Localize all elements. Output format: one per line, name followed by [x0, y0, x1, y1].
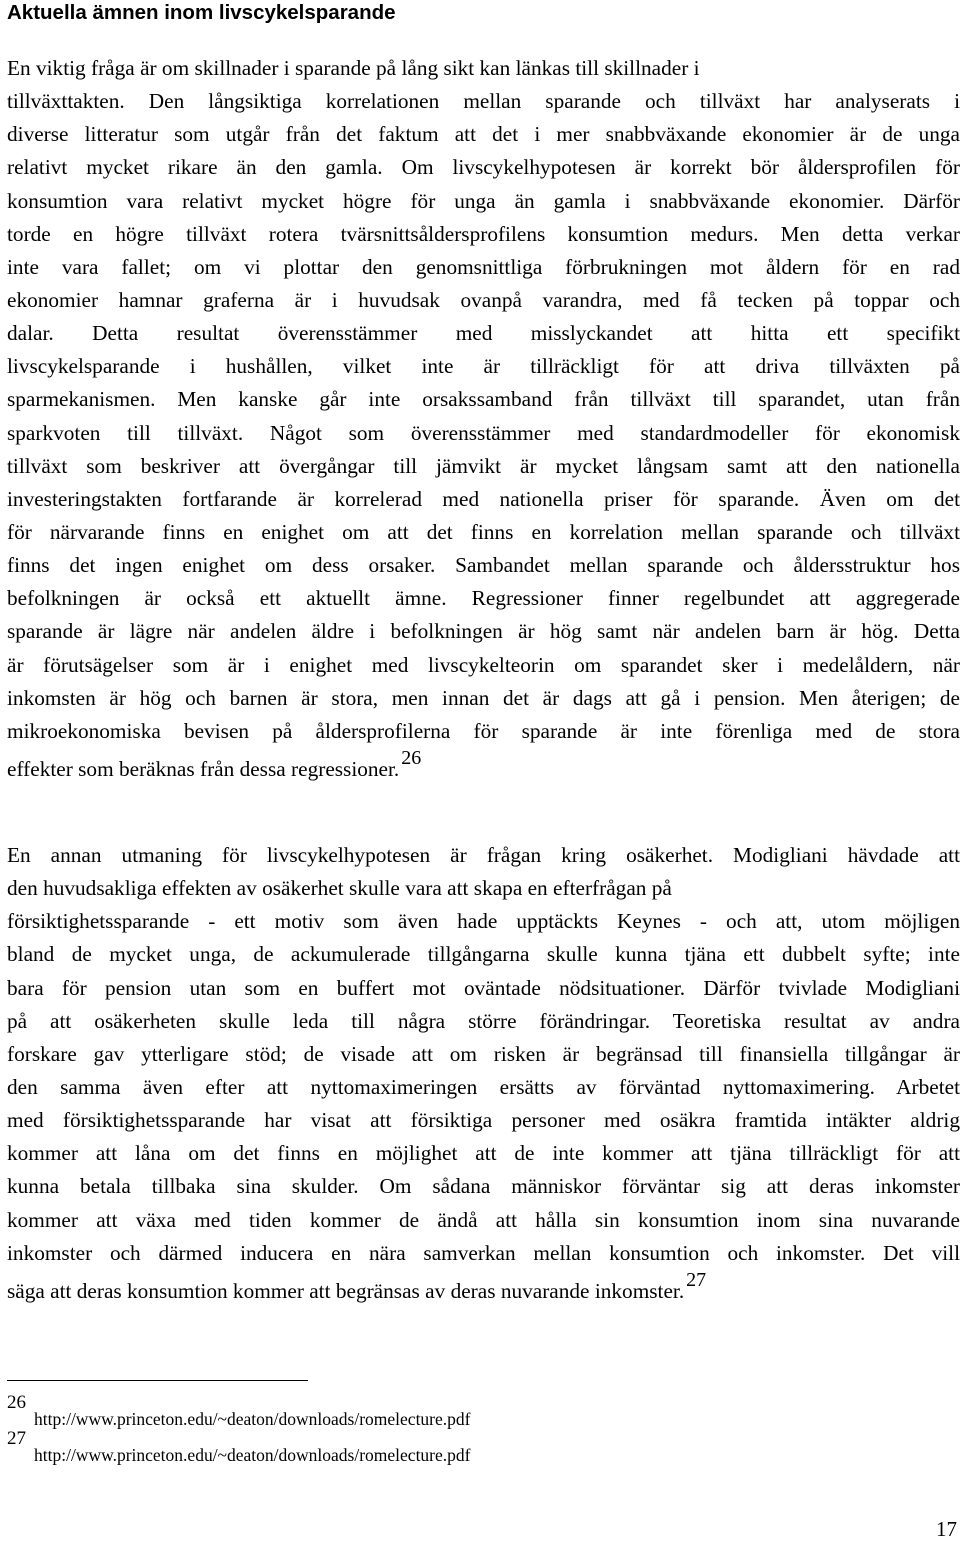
- paragraph-line: forskare gav ytterligare stöd; de visade att om risken är begränsad till finansiella tillgångar är: [7, 1041, 960, 1066]
- paragraph-2: [7, 839, 960, 1312]
- paragraph-line: kommer att låna om det finns en möjlighet att de inte kommer att tjäna tillräckligt för att: [7, 1141, 960, 1166]
- paragraph-line: kommer att växa med tiden kommer de ändå att hålla sin konsumtion inom sina nuvarande: [7, 1207, 960, 1232]
- footnote-27: [7, 1428, 607, 1468]
- paragraph-line: torde en högre tillväxt rotera tvärsnittsåldersprofilens konsumtion medurs. Men detta verkar: [7, 221, 960, 246]
- section-heading: Aktuella ämnen inom livscykelsparande: [7, 1, 396, 24]
- paragraph-line: för närvarande finns en enighet om att det finns en korrelation mellan sparande och tillväxt: [7, 519, 960, 544]
- paragraph-last-line-text: säga att deras konsumtion kommer att begränsas av deras nuvarande inkomster.: [7, 1278, 685, 1303]
- paragraph-line: inte vara fallet; om vi plottar den genomsnittliga förbrukningen mot åldern för en rad: [7, 254, 960, 279]
- paragraph-line: är förutsägelser som är i enighet med livscykelteorin om sparandet sker i medelåldern, när: [7, 652, 960, 677]
- footnote-number: 26: [7, 1392, 26, 1413]
- paragraph-line: den huvudsakliga effekten av osäkerhet skulle vara att skapa en efterfrågan på: [7, 876, 672, 901]
- paragraph-line: kunna betala tillbaka sina skulder. Om sådana människor förväntar sig att deras inkomster: [7, 1174, 960, 1199]
- paragraph-line: finns det ingen enighet om dess orsaker. Sambandet mellan sparande och åldersstruktur hos: [7, 553, 960, 578]
- paragraph-line: sparande är lägre när andelen äldre i befolkningen är hög samt när andelen barn är hög. Detta: [7, 619, 960, 644]
- paragraph-line: på att osäkerheten skulle leda till några större förändringar. Teoretiska resultat av andra: [7, 1008, 960, 1033]
- paragraph-last-line: [7, 1270, 960, 1312]
- paragraph-line: bland de mycket unga, de ackumulerade tillgångarna skulle kunna tjäna ett dubbelt syfte; inte: [7, 942, 960, 967]
- paragraph-line: inkomster och därmed inducera en nära samverkan mellan konsumtion och inkomster. Det vill: [7, 1240, 960, 1265]
- paragraph-line: investeringstakten fortfarande är korrelerad med nationella priser för sparande. Även om det: [7, 486, 960, 511]
- paragraph-line: dalar. Detta resultat överensstämmer med misslyckandet att hitta ett specifikt: [7, 321, 960, 346]
- paragraph-line: försiktighetssparande - ett motiv som även hade upptäckts Keynes - och att, utom möjligen: [7, 909, 960, 934]
- footnote-26: [7, 1392, 607, 1432]
- paragraph-last-line-text: effekter som beräknas från dessa regressioner.: [7, 756, 400, 781]
- paragraph-line: sparkvoten till tillväxt. Något som överensstämmer med standardmodeller för ekonomisk: [7, 420, 960, 445]
- paragraph-line: tillväxt som beskriver att övergångar till jämvikt är mycket långsam samt att den nationella: [7, 453, 960, 478]
- paragraph-last-line: [7, 748, 960, 790]
- paragraph-line: relativt mycket rikare än den gamla. Om livscykelhypotesen är korrekt bör åldersprofilen för: [7, 155, 960, 180]
- paragraph-line: En viktig fråga är om skillnader i sparande på lång sikt kan länkas till skillnader i: [7, 56, 700, 80]
- paragraph-line: befolkningen är också ett aktuellt ämne. Regressioner finner regelbundet att aggregerade: [7, 586, 960, 611]
- paragraph-line: konsumtion vara relativt mycket högre för unga än gamla i snabbväxande ekonomier. Därför: [7, 188, 960, 213]
- paragraph-line: den samma även efter att nyttomaximeringen ersätts av förväntad nyttomaximering. Arbetet: [7, 1074, 960, 1099]
- paragraph-1: [7, 52, 960, 790]
- paragraph-line: med försiktighetssparande har visat att försiktiga personer med osäkra framtida intäkter aldrig: [7, 1108, 960, 1133]
- footnote-separator: [7, 1380, 308, 1381]
- paragraph-line: mikroekonomiska bevisen på åldersprofilerna för sparande är inte förenliga med de stora: [7, 718, 960, 743]
- paragraph-line: tillväxttakten. Den långsiktiga korrelationen mellan sparande och tillväxt har analyserats i: [7, 89, 960, 114]
- footnote-reference[interactable]: 26: [401, 746, 422, 769]
- paragraph-line: En annan utmaning för livscykelhypotesen är frågan kring osäkerhet. Modigliani hävdade att: [7, 843, 960, 867]
- footnote-link[interactable]: http://www.princeton.edu/~deaton/downloads/romelecture.pdf: [34, 1409, 471, 1429]
- paragraph-line: bara för pension utan som en buffert mot oväntade nödsituationer. Därför tvivlade Modigliani: [7, 975, 960, 1000]
- footnote-reference[interactable]: 27: [686, 1268, 707, 1291]
- paragraph-line: inkomsten är hög och barnen är stora, men innan det är dags att gå i pension. Men återigen; de: [7, 685, 960, 710]
- page-number: 17: [936, 1517, 957, 1541]
- paragraph-line: sparmekanismen. Men kanske går inte orsakssamband från tillväxt till sparandet, utan från: [7, 387, 960, 412]
- paragraph-line: diverse litteratur som utgår från det faktum att det i mer snabbväxande ekonomier är de unga: [7, 122, 960, 147]
- footnote-number: 27: [7, 1428, 26, 1449]
- footnote-link[interactable]: http://www.princeton.edu/~deaton/downloads/romelecture.pdf: [34, 1445, 471, 1465]
- paragraph-line: livscykelsparande i hushållen, vilket inte är tillräckligt för att driva tillväxten på: [7, 354, 960, 379]
- paragraph-line: ekonomier hamnar graferna är i huvudsak ovanpå varandra, med få tecken på toppar och: [7, 287, 960, 312]
